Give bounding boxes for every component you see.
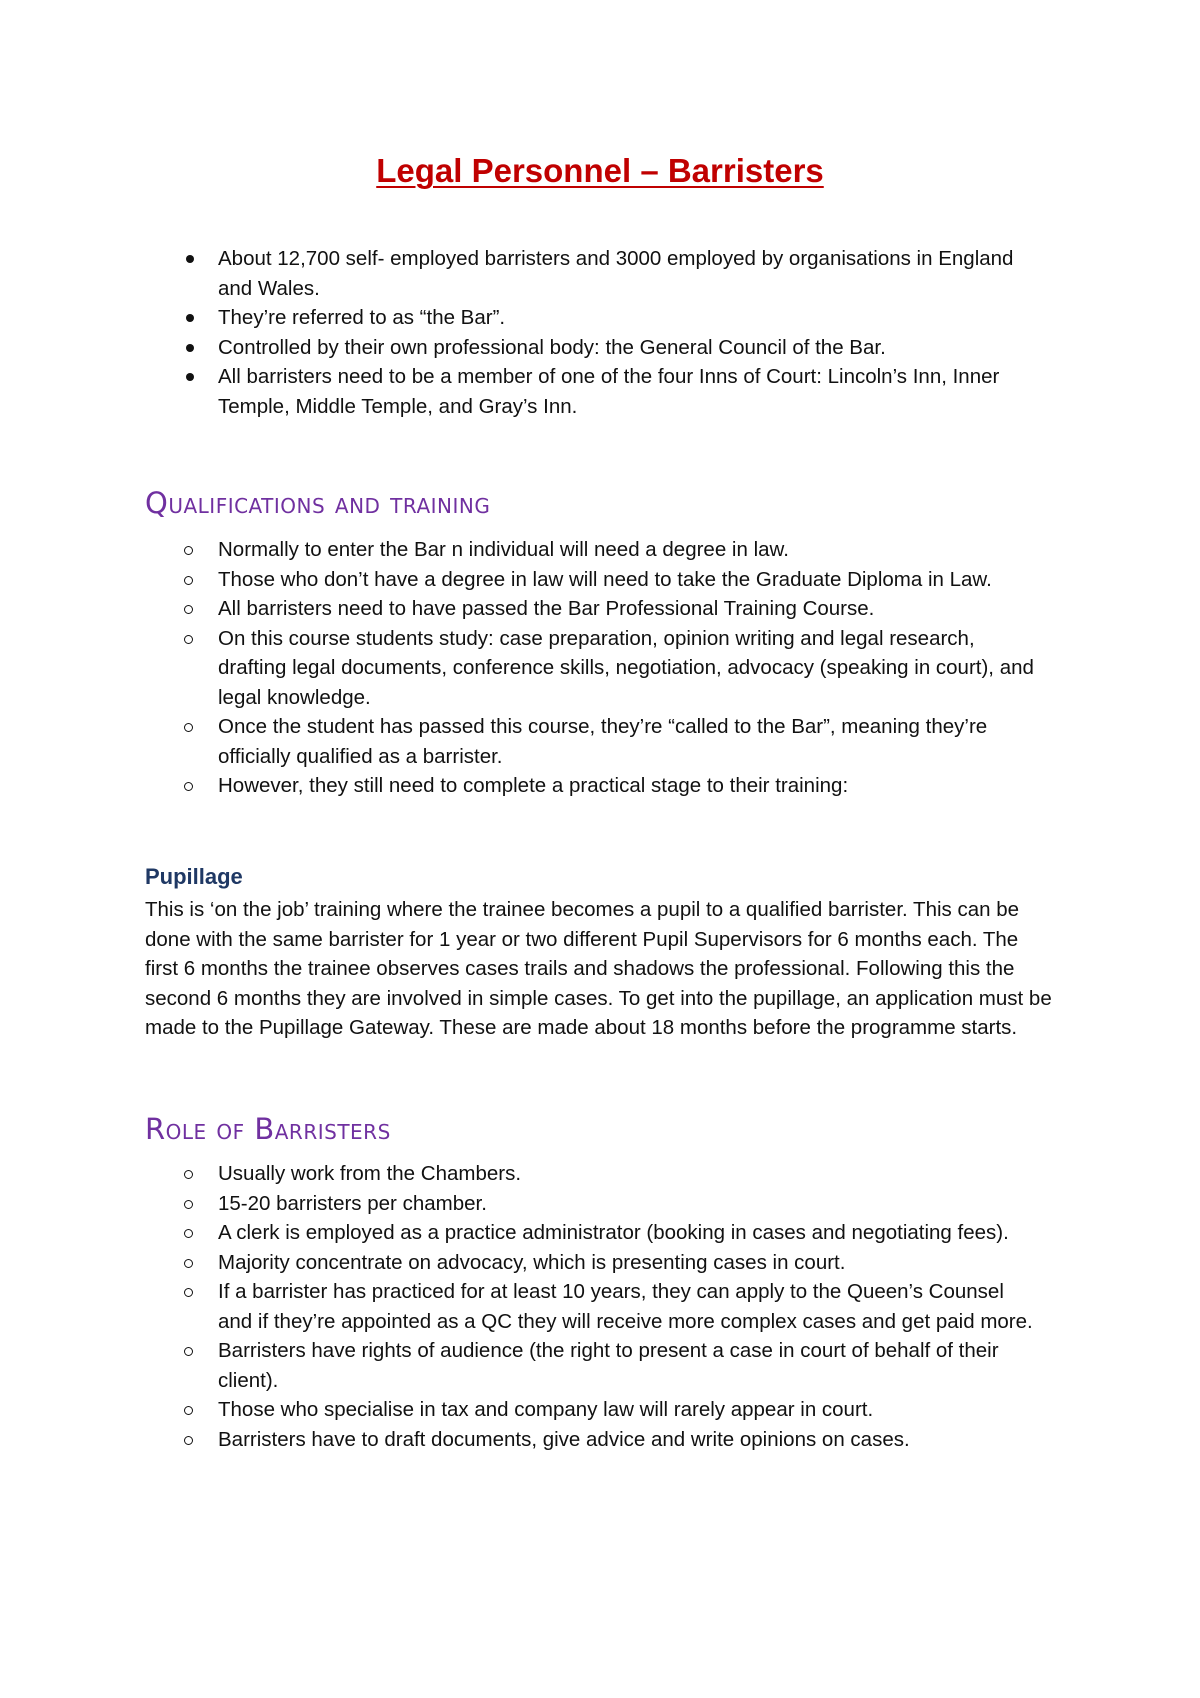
list-item-text: If a barrister has practiced for at least 10 years, they can apply to the Queen’s Counsel and if they’re appointed as a QC they will receive more complex cases and get paid more. [218, 1280, 1033, 1333]
list-item [0, 1395, 1038, 1425]
bullet-circle-icon [184, 1229, 193, 1238]
list-item [0, 594, 1038, 624]
bullet-circle-icon [184, 1200, 193, 1209]
list-item-text: Those who specialise in tax and company law will rarely appear in court. [218, 1398, 874, 1421]
bullet-circle-icon [184, 1259, 193, 1268]
bullet-circle-icon [184, 605, 193, 614]
list-item [0, 1248, 1038, 1278]
list-item-text: About 12,700 self- employed barristers and 3000 employed by organisations in England and Wales. [218, 247, 1014, 300]
list-item [0, 1277, 1038, 1336]
bullet-circle-icon [184, 1288, 193, 1297]
list-item [0, 1425, 1038, 1455]
list-item [0, 303, 1038, 333]
list-item [0, 362, 1038, 421]
list-item [0, 1159, 1038, 1189]
role-list [0, 1159, 1200, 1454]
list-item-text: Majority concentrate on advocacy, which is presenting cases in court. [218, 1250, 846, 1274]
bullet-disc-icon [186, 314, 194, 322]
bullet-circle-icon [184, 1170, 193, 1179]
pupillage-heading: Pupillage [145, 864, 243, 889]
bullet-circle-icon [184, 782, 193, 791]
qualifications-list [0, 535, 1200, 801]
bullet-disc-icon [186, 255, 194, 263]
pupillage-paragraph: This is ‘on the job’ training where the trainee becomes a pupil to a qualified barrister. This can be done with the same barrister for 1 year or two different Pupil Supervisors for 6 months each. The first 6 months the trainee observes cases trails and shadows the professional. Following this the second 6 months they are involved in simple cases. To get into the pupillage, an application must be made to the Pupillage Gateway. These are made about 18 months before the programme starts. [145, 898, 1052, 1039]
list-item [0, 1336, 1038, 1395]
role-heading: Role of Barristers [145, 1112, 391, 1146]
list-item [0, 1218, 1038, 1248]
list-item-text: A clerk is employed as a practice administrator (booking in cases and negotiating fees). [218, 1221, 1009, 1244]
bullet-circle-icon [184, 723, 193, 732]
list-item-text: However, they still need to complete a practical stage to their training: [218, 774, 849, 797]
list-item-text: They’re referred to as “the Bar”. [218, 306, 506, 329]
list-item [0, 333, 1038, 363]
role-section [0, 1159, 1200, 1454]
qualifications-heading: Qualifications and training [145, 486, 491, 520]
list-item-text: Barristers have to draft documents, give advice and write opinions on cases. [218, 1427, 910, 1451]
list-item-text: All barristers need to be a member of one of the four Inns of Court: Lincoln’s Inn, Inner Temple, Middle Temple, and Gray’s Inn. [218, 365, 1000, 418]
list-item-text: Usually work from the Chambers. [218, 1162, 522, 1185]
list-item-text: Barristers have rights of audience (the right to present a case in court of behalf of their client). [218, 1339, 999, 1392]
list-item-text: Once the student has passed this course, they’re “called to the Bar”, meaning they’re officially qualified as a barrister. [218, 715, 988, 768]
list-item-text: All barristers need to have passed the Bar Professional Training Course. [218, 597, 875, 620]
list-item-text: Controlled by their own professional body: the General Council of the Bar. [218, 335, 886, 359]
intro-section [0, 244, 1200, 421]
list-item [0, 624, 1038, 713]
list-item-text: On this course students study: case preparation, opinion writing and legal research, drafting legal documents, conference skills, negotiation, advocacy (speaking in court), and legal knowledge. [218, 626, 1034, 709]
list-item [0, 565, 1038, 595]
bullet-disc-icon [186, 373, 194, 381]
bullet-disc-icon [186, 344, 194, 352]
qualifications-section [0, 535, 1200, 801]
list-item [0, 535, 1038, 565]
bullet-circle-icon [184, 546, 193, 555]
list-item [0, 244, 1038, 303]
list-item [0, 712, 1038, 771]
bullet-circle-icon [184, 1347, 193, 1356]
list-item-text: Those who don’t have a degree in law will need to take the Graduate Diploma in Law. [218, 567, 992, 591]
list-item [0, 771, 1038, 801]
list-item [0, 1189, 1038, 1219]
bullet-circle-icon [184, 1436, 193, 1445]
list-item-text: 15-20 barristers per chamber. [218, 1191, 487, 1215]
bullet-circle-icon [184, 1406, 193, 1415]
page-title: Legal Personnel – Barristers [376, 152, 824, 189]
bullet-circle-icon [184, 576, 193, 585]
intro-bullet-list [0, 244, 1200, 421]
bullet-circle-icon [184, 635, 193, 644]
list-item-text: Normally to enter the Bar n individual will need a degree in law. [218, 538, 789, 561]
